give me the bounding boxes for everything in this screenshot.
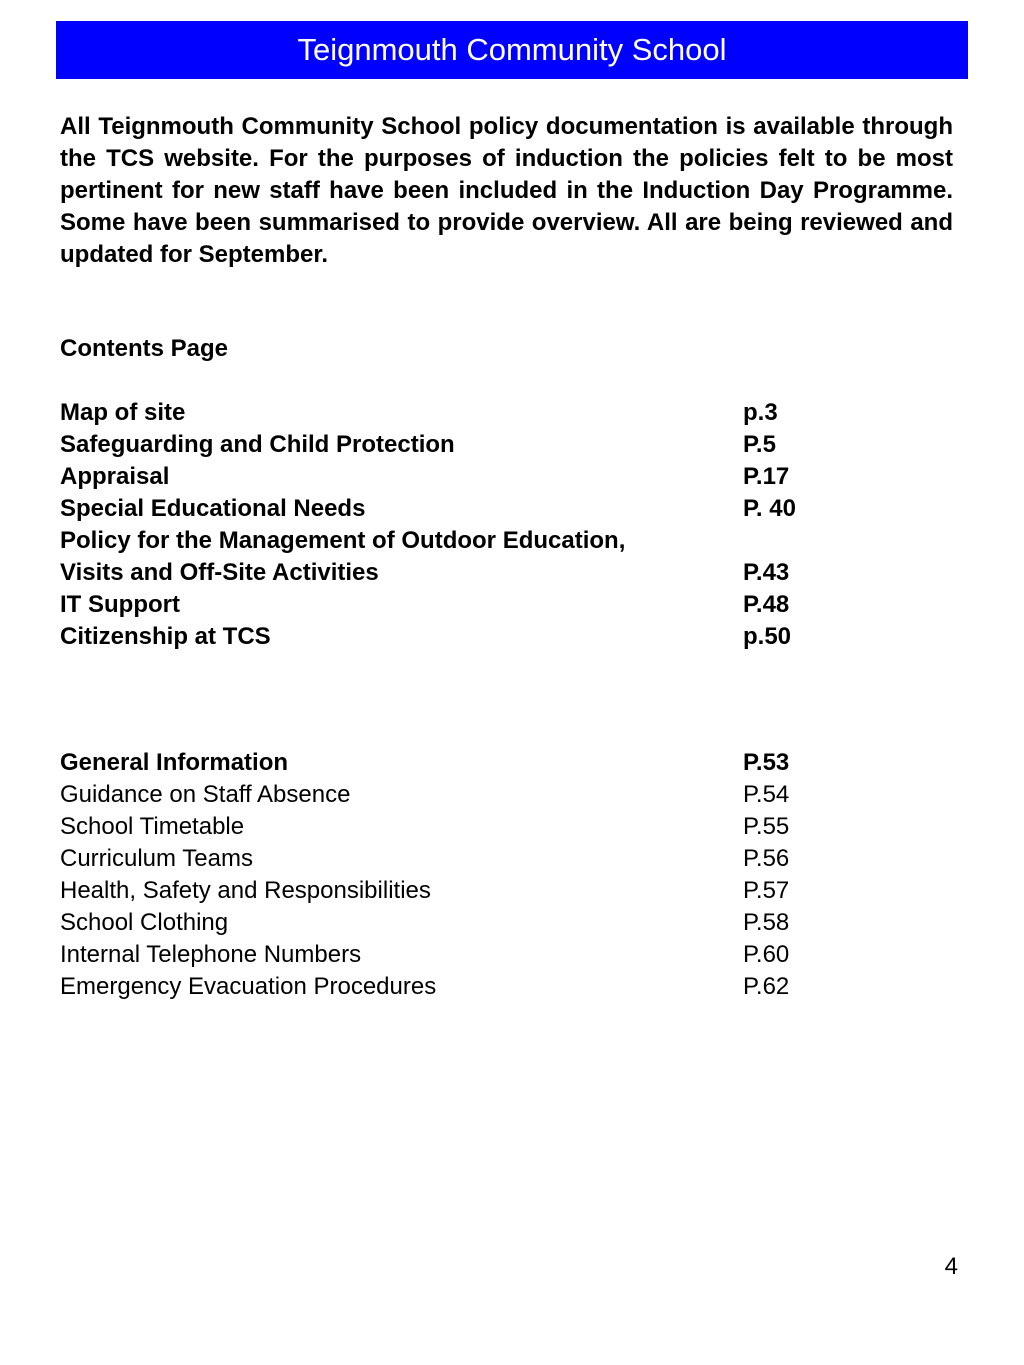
contents-item-title: Map of site: [60, 399, 186, 426]
contents-item-page: p.50: [743, 623, 792, 650]
contents-item: [60, 907, 960, 939]
contents-item: [60, 939, 960, 971]
contents-item: [60, 461, 960, 493]
contents-item-title: Visits and Off-Site Activities: [60, 559, 379, 586]
general-information-list: [60, 747, 960, 1003]
general-information-title: General Information: [60, 749, 289, 776]
contents-item-page: P.17: [743, 463, 790, 490]
page-number: 4: [944, 1253, 958, 1280]
contents-item-page: P.43: [743, 559, 790, 586]
intro-paragraph: All Teignmouth Community School policy documentation is available through the TCS website. For the purposes of induction the policies felt to be most pertinent for new staff have been included in the Induction Day Programme. Some have been summarised to provide overview. All are being reviewed and updated for September.: [60, 113, 953, 268]
contents-item-page: P.57: [743, 877, 790, 904]
contents-item-page: P.62: [743, 973, 790, 1000]
contents-item-title: School Clothing: [60, 909, 229, 936]
contents-item-page: P.5: [743, 431, 776, 458]
contents-item: [60, 397, 960, 429]
contents-item-title: Policy for the Management of Outdoor Education,: [60, 527, 626, 554]
contents-item-title: Guidance on Staff Absence: [60, 781, 351, 808]
contents-heading: Contents Page: [60, 335, 229, 362]
contents-item-page: P.56: [743, 845, 790, 872]
document-title: Teignmouth Community School: [297, 32, 727, 67]
contents-item: [60, 589, 960, 621]
contents-item: [60, 493, 960, 525]
contents-item: [60, 811, 960, 843]
contents-item-title: Citizenship at TCS: [60, 623, 271, 650]
contents-item: [60, 621, 960, 653]
contents-item: [60, 971, 960, 1003]
contents-item-title: Emergency Evacuation Procedures: [60, 973, 437, 1000]
contents-item-title: Safeguarding and Child Protection: [60, 431, 455, 458]
contents-item-page: P. 40: [743, 495, 796, 522]
contents-item: [60, 875, 960, 907]
contents-list: [60, 397, 960, 653]
contents-item: [60, 525, 960, 557]
header-banner: [56, 21, 968, 79]
contents-item-title: IT Support: [60, 591, 180, 618]
contents-item-page: p.3: [743, 399, 778, 426]
contents-item: [60, 429, 960, 461]
contents-item-page: P.58: [743, 909, 790, 936]
contents-item-page: P.54: [743, 781, 790, 808]
contents-item-title: School Timetable: [60, 813, 245, 840]
contents-item: [60, 779, 960, 811]
contents-item-page: P.60: [743, 941, 790, 968]
contents-item-title: Curriculum Teams: [60, 845, 253, 872]
general-information-heading: [60, 747, 960, 779]
contents-item-page: P.55: [743, 813, 790, 840]
general-information-page: P.53: [743, 749, 790, 776]
contents-item-title: Appraisal: [60, 463, 170, 490]
contents-item-title: Internal Telephone Numbers: [60, 941, 362, 968]
contents-item: [60, 557, 960, 589]
contents-item-title: Health, Safety and Responsibilities: [60, 877, 431, 904]
contents-item-page: P.48: [743, 591, 790, 618]
contents-item: [60, 843, 960, 875]
contents-item-title: Special Educational Needs: [60, 495, 366, 522]
